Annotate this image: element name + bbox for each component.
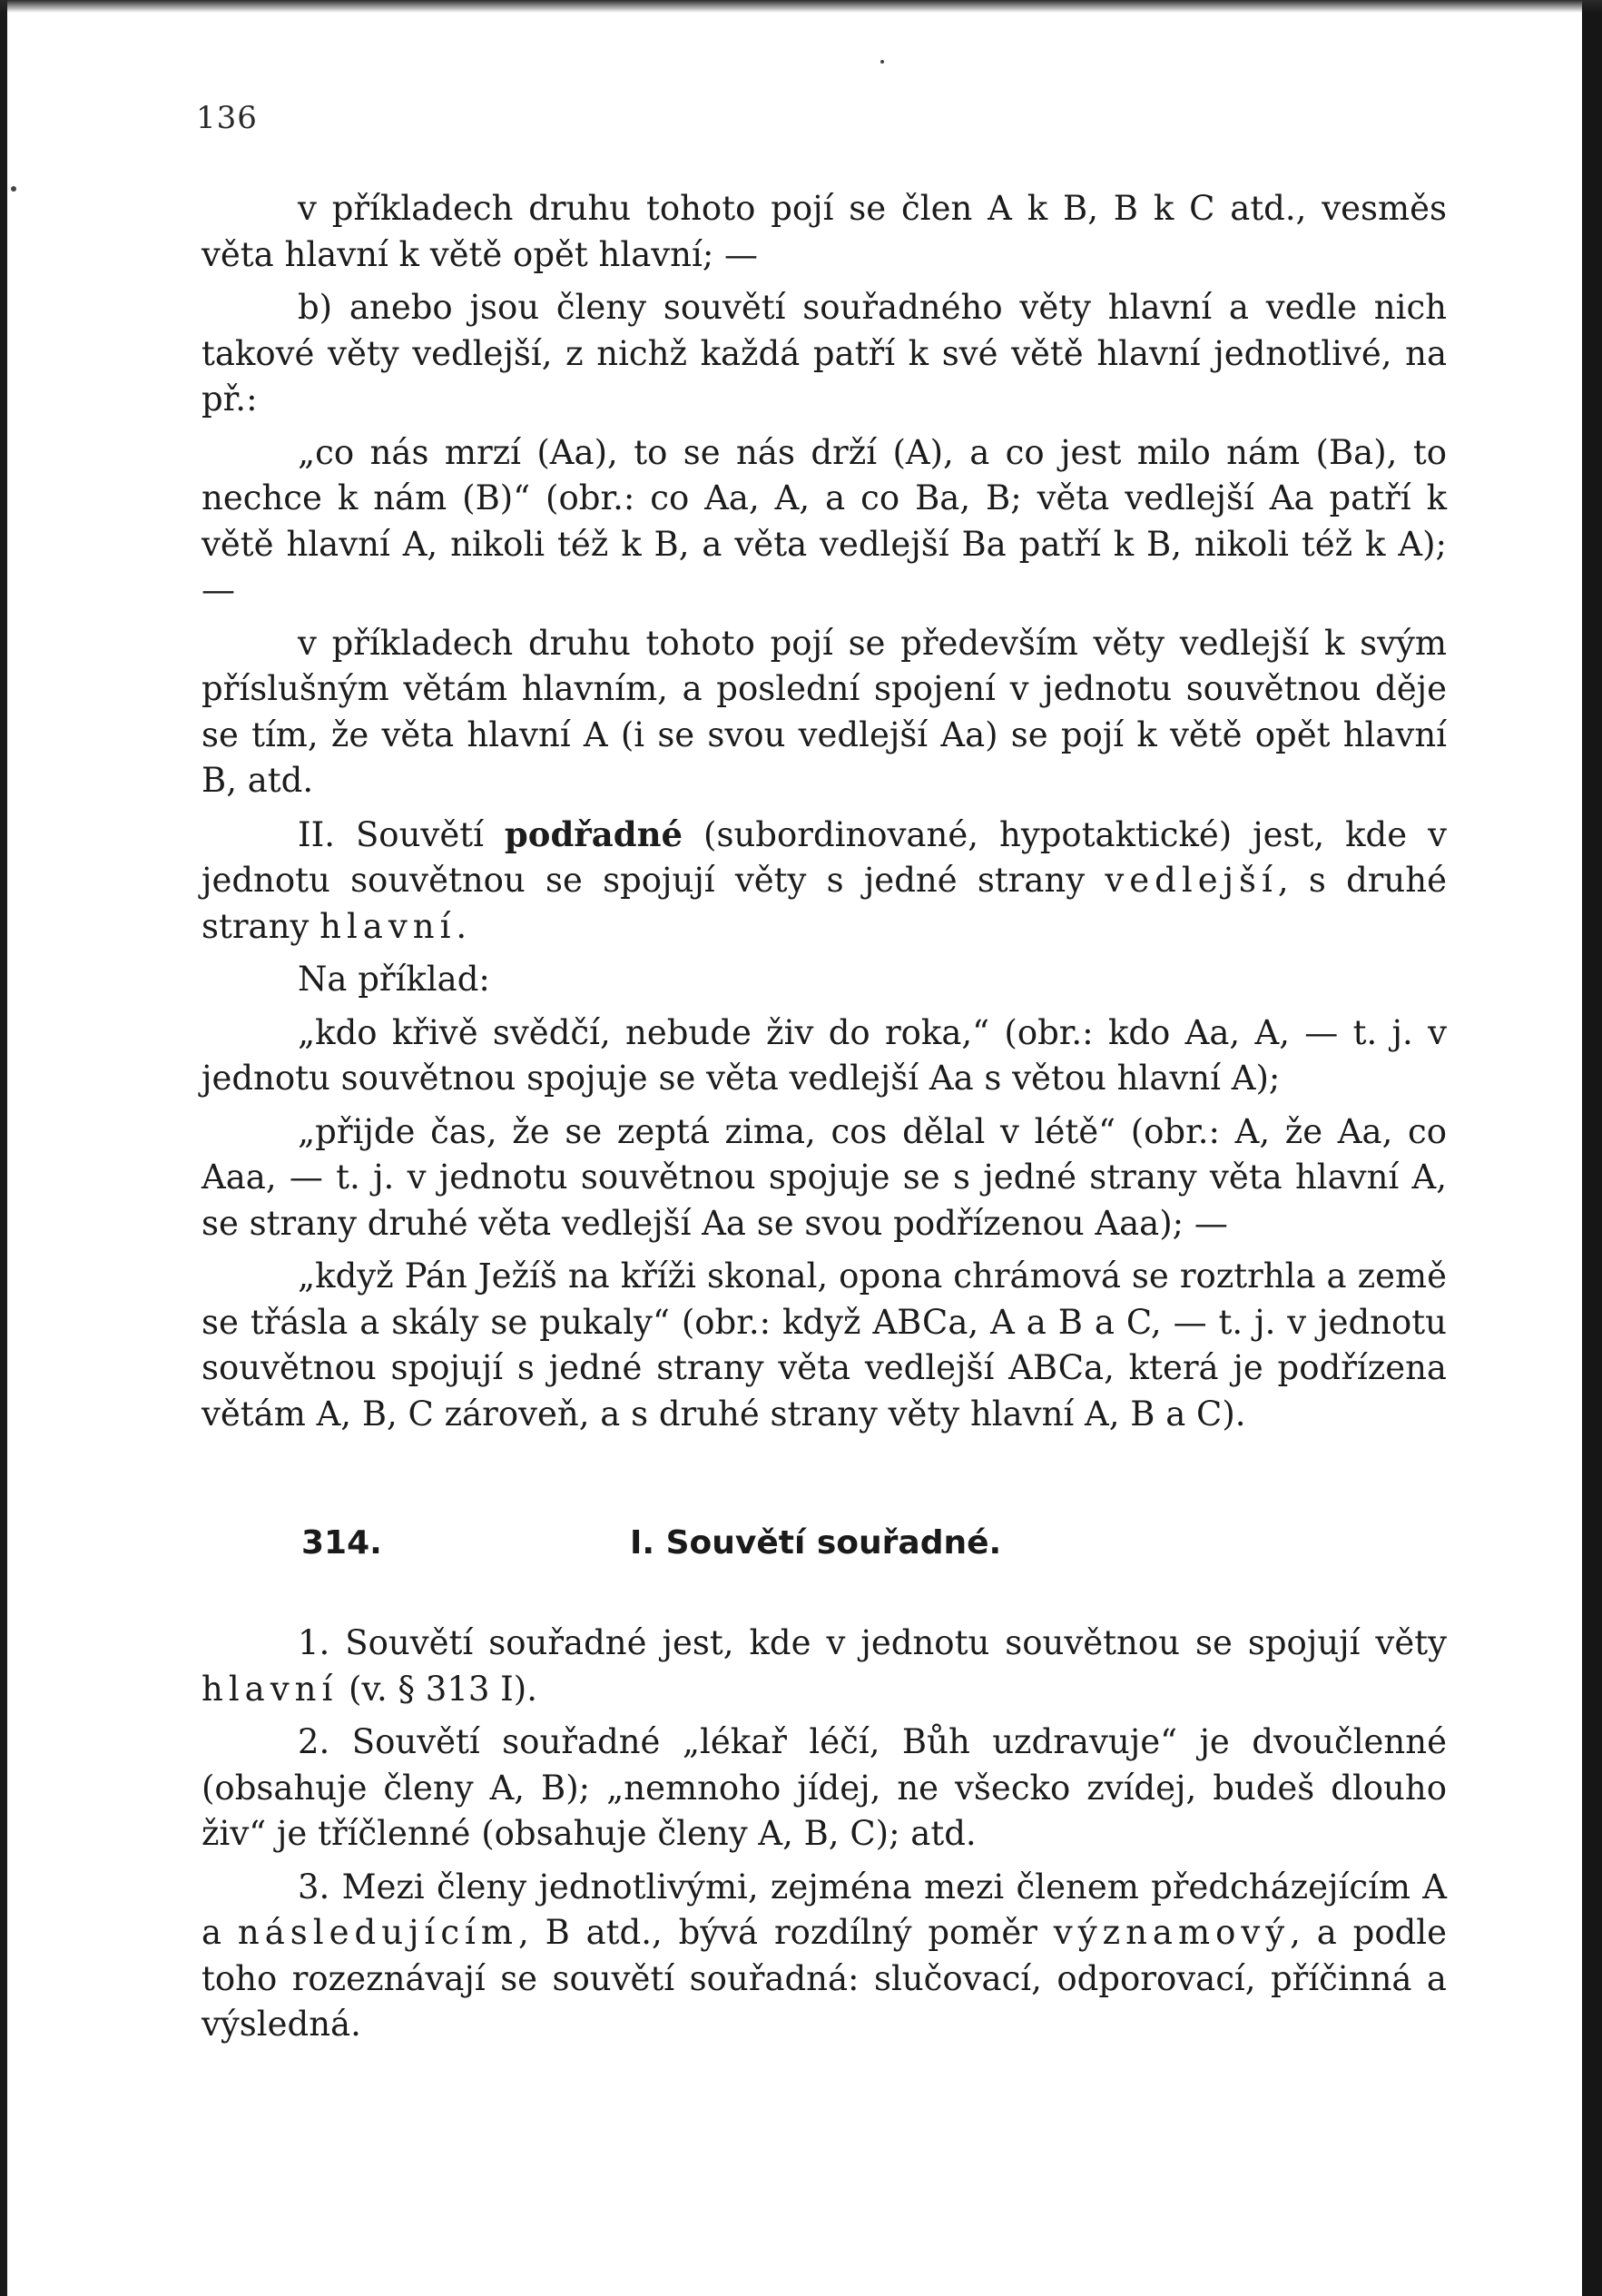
scan-right-edge [1582,0,1602,2296]
term-podradne: podřadné [504,813,683,854]
paragraph-3-text-2: , B atd., bývá rozdílný poměr [517,1913,1054,1952]
paragraph-example-kdo-krive: „kdo křivě svědčí, nebude živ do roka,“ (obr.: kdo Aa, A, — t. j. v jednotu souvětnou spojuje se věta vedlejší Aa s větou hlavní A); [201,1012,1447,1098]
paragraph-II-text-2: (subordinované, hypotaktické) jest, kde v jednotu souvětnou se spojují věty s jedné strany [201,814,1447,900]
term-nasledujicim: následujícím [237,1913,518,1952]
paragraph-a-examples: v příkladech druhu tohoto pojí se člen A k B, B k C atd., vesměs věta hlavní k větě opět hlavní; — [201,189,1447,274]
paragraph-II-podradne [201,812,1447,951]
book-page [7,0,1588,2296]
scan-top-edge [0,0,1602,13]
page-number: 136 [196,100,258,136]
section-number: 314. [301,1524,382,1562]
scan-speck [11,186,16,192]
section-title: I. Souvětí souřadné. [630,1524,1002,1562]
section-heading [201,1521,1447,1572]
paragraph-example-prijde-cas: „přijde čas, že se zeptá zima, cos dělal v létě“ (obr.: A, že Aa, co Aaa, — t. j. v jednotu souvětnou spojuje se s jedné strany věta hlavní A, se strany druhé věta vedlejší Aa se svou podřízenou Aaa); — [201,1111,1447,1243]
paragraph-b-explanation: v příkladech druhu tohoto pojí se především věty vedlejší k svým příslušným větám hlavním, a poslední spojení v jednotu souvětnou děje se tím, že věta hlavní A (i se svou vedlejší Aa) se pojí k větě opět hlavní B, atd. [201,623,1447,800]
page-body [201,186,1447,2055]
paragraph-II-text-1: II. Souvětí [298,814,505,854]
scan-speck [880,60,884,64]
paragraph-II-text-4: . [456,906,467,946]
paragraph-3 [201,1865,1447,2048]
paragraph-3-text-1: 3. Mezi členy jednotlivými, zejména mezi členem předcházejícím A a [201,1867,1447,1952]
paragraph-example-kdyz-pan-jezis: „když Pán Ježíš na kříži skonal, opona chrámová se roztrhla a země se třásla a skály se pukaly“ (obr.: když ABCa, A a B a C, — t. j. v jednotu souvětnou spojují s jedné strany věta vedlejší ABCa, která je podřízena větám A, B, C zároveň, a s druhé strany věty hlavní A, B a C). [201,1256,1447,1434]
paragraph-II-text-3: , s druhé strany [201,861,1447,946]
term-hlavni-2: hlavní [201,1669,339,1709]
paragraph-1 [201,1621,1447,1712]
paragraph-1-text-2: (v. § 313 I). [338,1669,537,1709]
term-vyznamovy: významový [1053,1913,1291,1952]
paragraph-1-text-1: 1. Souvětí souřadné jest, kde v jednotu souvětnou se spojují věty [298,1623,1447,1662]
paragraph-example-co-nas-mrzi: „co nás mrzí (Aa), to se nás drží (A), a co jest milo nám (Ba), to nechce k nám (B)“ (obr.: co Aa, A, a co Ba, B; věta vedlejší Aa patří k větě hlavní A, nikoli též k B, a věta vedlejší Ba patří k B, nikoli též k A); — [201,432,1447,609]
term-hlavni: hlavní [319,906,457,946]
term-vedlejsi: vedlejší [1105,861,1278,900]
paragraph-3-text-3: , a podle toho rozeznávají se souvětí souřadná: slučovací, odporovací, příčinná a výsledná. [201,1913,1448,2044]
paragraph-na-priklad: Na příklad: [298,960,490,999]
paragraph-b: b) anebo jsou členy souvětí souřadného věty hlavní a vedle nich takové věty vedlejší, z nichž každá patří k své větě hlavní jednotlivé, na př.: [201,288,1447,419]
paragraph-2: 2. Souvětí souřadné „lékař léčí, Bůh uzdravuje“ je dvoučlenné (obsahuje členy A, B); „nemnoho jídej, ne všecko zvídej, budeš dlouho živ“ je tříčlenné (obsahuje členy A, B, C); atd. [201,1722,1447,1853]
